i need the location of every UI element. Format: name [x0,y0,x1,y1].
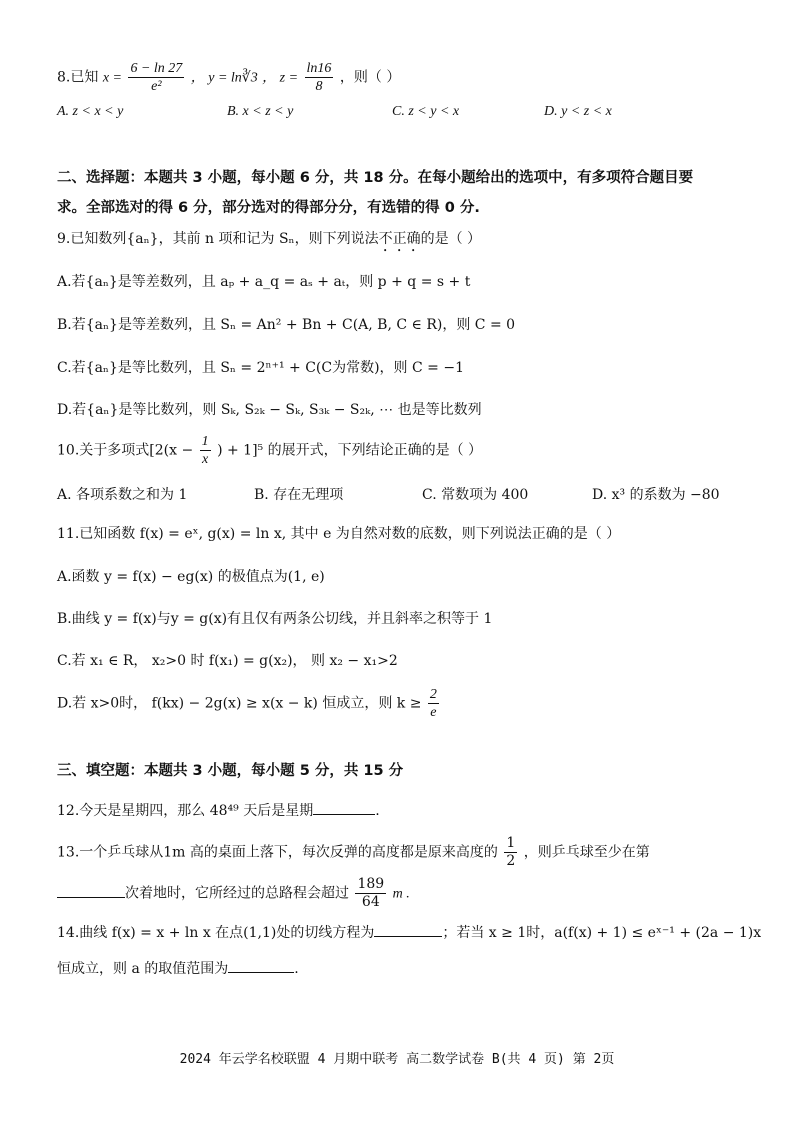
q14-answer-blank-1[interactable] [374,922,442,937]
q13-line2 [57,876,410,911]
q14-line2-a: 恒成立，则 a 的取值范围为 [57,961,229,977]
q13-answer-blank[interactable] [57,883,125,898]
q10-option-c: C. 常数项为 400 [422,487,529,503]
q11-option-d-fraction [428,686,439,721]
q13-line2-b: m . [392,886,410,902]
q14-answer-blank-2[interactable] [228,958,294,973]
q8-z-denominator: 8 [315,79,323,94]
page-footer: 2024 年云学名校联盟 4 月期中联考 高二数学试卷 B(共 4 页) 第 2页 [179,1052,615,1067]
section2-line2: 求。全部选对的得 6 分，部分选对的得部分分，有选错的得 0 分. [57,200,480,216]
q11-option-c: C.若 x₁ ∈ R， x₂>0 时 f(x₁) = g(x₂)， 则 x₂ − x₁>2 [57,653,398,669]
q13-fraction2 [355,876,386,911]
q8-option-b: B. x < z < y [227,104,294,119]
q13-fraction [504,835,517,870]
q8-option-c: C. z < y < x [392,104,460,119]
q13-frac-numerator: 1 [506,835,516,851]
section3-title: 三、填空题：本题共 3 小题，每小题 5 分，共 15 分 [57,763,404,779]
q10-stem-a: 10.关于多项式[2(x − [57,442,194,459]
q14-line2 [57,958,299,979]
q12-stem-b: . [375,803,380,819]
q10-frac-denominator: x [202,452,209,467]
q10-frac-numerator: 1 [201,434,209,449]
q8-z-numerator: ln16 [306,61,332,76]
q11-option-a: A.函数 y = f(x) − eg(x) 的极值点为(1, e) [57,569,325,585]
q10-option-a: A. 各项系数之和为 1 [57,487,188,503]
q9-option-c: C.若{aₙ}是等比数列，且 Sₙ = 2ⁿ⁺¹ + C(C为常数)，则 C = −1 [57,360,464,376]
q8-option-d: D. y < z < x [544,104,612,119]
q14-line1-a: 14.曲线 f(x) = x + ln x 在点(1,1)处的切线方程为 [57,925,375,941]
q11-d-numerator: 2 [429,687,437,702]
q10-option-d: D. x³ 的系数为 −80 [592,487,720,503]
q12-answer-blank[interactable] [313,800,375,815]
q10-stem [57,433,482,468]
q9-stem-emphasis: 不正确 [378,231,421,247]
q10-fraction [200,433,211,468]
q10-stem-b: ) + 1]⁵ 的展开式，下列结论正确的是（ ） [217,442,483,459]
q14-line2-b: . [294,961,299,977]
q13-line1 [57,835,650,870]
q8-option-a: A. z < x < y [57,104,124,119]
q8-x-denominator: e² [151,79,162,94]
q8-x-lhs: x = [102,70,122,86]
q9-option-a: A.若{aₙ}是等差数列，且 aₚ + a_q = aₛ + aₜ，则 p + q = s + t [57,274,471,290]
q11-option-b: B.曲线 y = f(x)与y = g(x)有且仅有两条公切线，并且斜率之积等于 1 [57,611,493,627]
q8-z-fraction [305,60,334,95]
q8-suffix: ，则（ ） [339,69,401,86]
q13-line1-b: ，则乒乓球至少在第 [523,844,650,861]
q8-y-expr: ， y = ln∛3 [190,70,258,86]
q8-prefix: 8.已知 [57,69,99,86]
q12 [57,800,380,821]
q9-stem-b: 的是（ ） [420,231,482,247]
q11-option-d-text: D.若 x>0时， f(kx) − 2g(x) ≥ x(x − k) 恒成立，则 k ≥ [57,695,422,712]
q12-stem-a: 12.今天是星期四，那么 48⁴⁹ 天后是星期 [57,803,314,819]
q8-stem [57,60,400,95]
q10-option-b: B. 存在无理项 [254,487,344,503]
q9-option-d: D.若{aₙ}是等比数列，则 Sₖ, S₂ₖ − Sₖ, S₃ₖ − S₂ₖ, ⋯ 也是等比数列 [57,402,482,418]
q13-frac-denominator: 2 [506,853,516,869]
q11-option-d [57,686,441,721]
q11-d-denominator: e [430,705,437,720]
section2-line1: 二、选择题：本题共 3 小题，每小题 6 分，共 18 分。在每小题给出的选项中，有多项符合题目要 [57,170,694,186]
q8-x-fraction [128,60,184,95]
q13-line2-a: 次着地时，它所经过的总路程会超过 [125,885,349,902]
q13-line1-a: 13.一个乒乓球从1m 高的桌面上落下，每次反弹的高度都是原来高度的 [57,844,498,861]
q9-stem [57,229,481,255]
q9-stem-a: 9.已知数列{aₙ}，其前 n 项和记为 Sₙ，则下列说法 [57,231,379,247]
q13-frac2-numerator: 189 [357,876,385,892]
q13-frac2-denominator: 64 [361,894,380,910]
q8-x-numerator: 6 − ln 27 [130,61,183,76]
q11-stem: 11.已知函数 f(x) = eˣ, g(x) = ln x, 其中 e 为自然对数的底数，则下列说法正确的是（ ） [57,526,621,542]
q14-line1 [57,922,761,943]
q9-option-b: B.若{aₙ}是等差数列，且 Sₙ = An² + Bn + C(A, B, C ∈ R)，则 C = 0 [57,317,516,333]
q14-line1-b: ；若当 x ≥ 1时，a(f(x) + 1) ≤ eˣ⁻¹ + (2a − 1)x [442,925,762,941]
q8-z-lhs: ， z = [262,70,299,86]
